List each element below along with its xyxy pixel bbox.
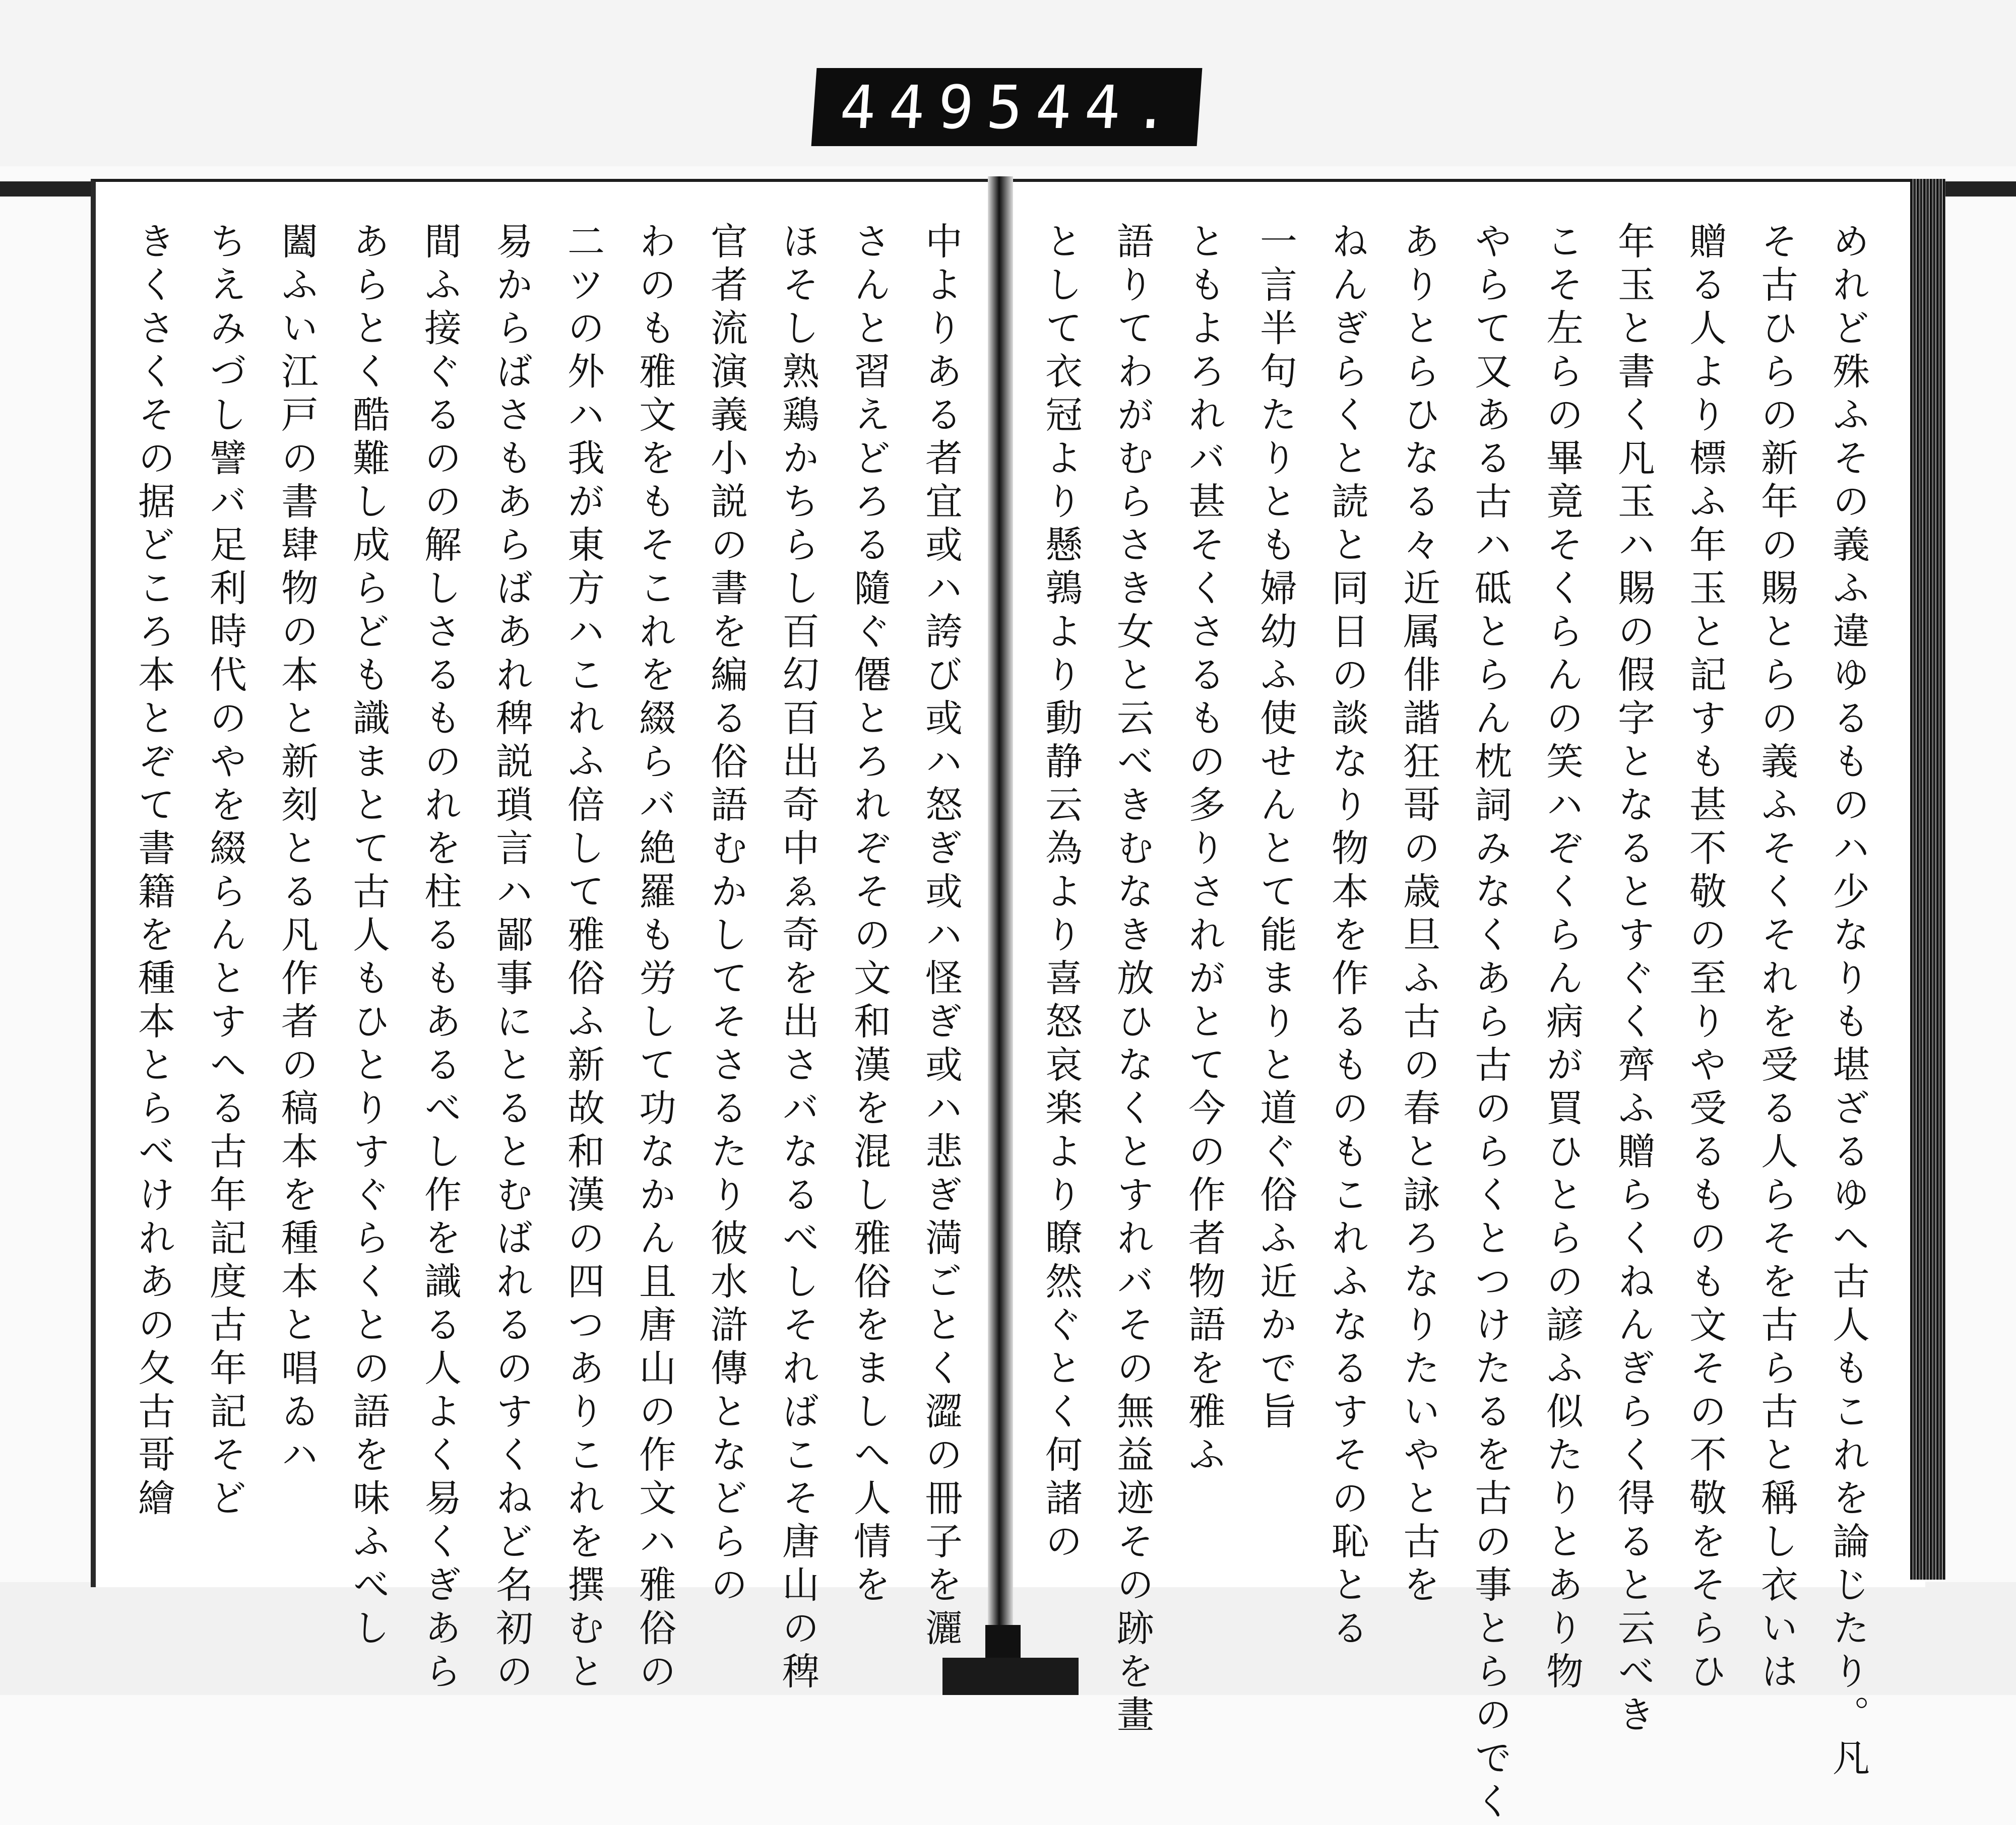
text-column: 易からばさもあらばあれ稗説瑣言ハ鄙事にとるとむばれるのすくねど名初の <box>490 222 533 1695</box>
text-column: 闔ふい江戸の書肆物の本と新刻とる凡作者の稿本を種本と唱ゐハ <box>275 222 319 1478</box>
text-column: ちえみづし譬バ足利時代のやを綴らんとすへる古年記度古年記そど <box>204 222 247 1522</box>
text-column: 二ツの外ハ我が東方ハこれふ倍して雅俗ふ新故和漢の四つありこれを撰むと <box>561 222 605 1695</box>
frame-number-label <box>811 68 1203 146</box>
text-column: ありとらひなる々近属俳諧狂哥の歳旦ふ古の春と詠ろなりたいやと古を <box>1397 222 1440 1608</box>
text-column: あらとく酷難し成らども識まとて古人もひとりすぐらくとの語を味ふべし <box>347 222 390 1652</box>
frame-number-right: 544. <box>984 72 1185 142</box>
text-column: 官者流演義小説の書を編る俗語むかしてそさるたり彼水滸傳となどらの <box>705 222 748 1608</box>
page-stack-edge <box>1910 179 1945 1580</box>
text-column: 一言半句たりとも婦幼ふ使せんとて能まりと道ぐ俗ふ近かで旨 <box>1254 222 1297 1435</box>
text-column: 間ふ接ぐるのの解しさるものれを柱るもあるべし作を識る人よく易くぎあら <box>418 222 462 1695</box>
text-column: として衣冠より懸鶉より動静云為より喜怒哀楽より瞭然ぐとく何諸の <box>1039 222 1083 1565</box>
book-gutter <box>988 176 1013 1638</box>
text-column: きくさくその据どころ本とぞて書籍を種本とらべけれあの夂古哥繪 <box>132 222 175 1522</box>
spine-foot <box>942 1658 1079 1695</box>
book-cover-edge-left <box>0 181 96 197</box>
text-column: 贈る人より標ふ年玉と記すも甚不敬の至りや受るものも文その不敬をそらひ <box>1683 222 1727 1695</box>
text-column: やらて又ある古ハ砥とらん枕詞みなくあら古のらくとつけたるを古の事とらのでく <box>1469 222 1512 1825</box>
text-column: ほそし熟鶏かちらし百幻百出奇中ゑ奇を出さバなるべしそればこそ唐山の稗 <box>776 222 820 1695</box>
text-column: ねんぎらくと読と同日の談なり物本を作るものもこれふなるすその恥とる <box>1326 222 1369 1652</box>
text-column: 語りてわがむらさき女と云べきむなき放ひなくとすれバその無益迹その跡を畫 <box>1111 222 1154 1738</box>
text-column: めれど殊ふその義ふ違ゆるものハ少なりも堪ざるゆへ古人もこれを論じたり。凡 <box>1826 222 1870 1782</box>
text-column: こそ左らの畢竟そくらんの笑ハぞくらん病が買ひとらの諺ふ似たりとあり物 <box>1540 222 1584 1695</box>
text-column: わのも雅文をもそこれを綴らバ絶羅も労して功なかん且唐山の作文ハ雅俗の <box>633 222 676 1695</box>
frame-number-left: 449 <box>838 72 989 142</box>
text-column: 中よりある者宜或ハ誇び或ハ怒ぎ或ハ怪ぎ或ハ悲ぎ満ごとく澀の冊子を灑 <box>919 222 963 1652</box>
text-column: 年玉と書く凡玉ハ賜の假字となるとすぐく齊ふ贈らくねんぎらく得ると云べき <box>1612 222 1655 1738</box>
text-column: さんと習えどろる隨ぐ僊とろれぞその文和漢を混し雅俗をましへ人情を <box>848 222 891 1608</box>
book-cover-edge-right <box>1935 181 2016 197</box>
text-column: そ古ひらの新年の賜とらの義ふそくそれを受る人らそを古ら古と稱し衣いは <box>1755 222 1798 1695</box>
text-column: ともよろれバ甚そくさるもの多りされがとて今の作者物語を雅ふ <box>1182 222 1226 1478</box>
